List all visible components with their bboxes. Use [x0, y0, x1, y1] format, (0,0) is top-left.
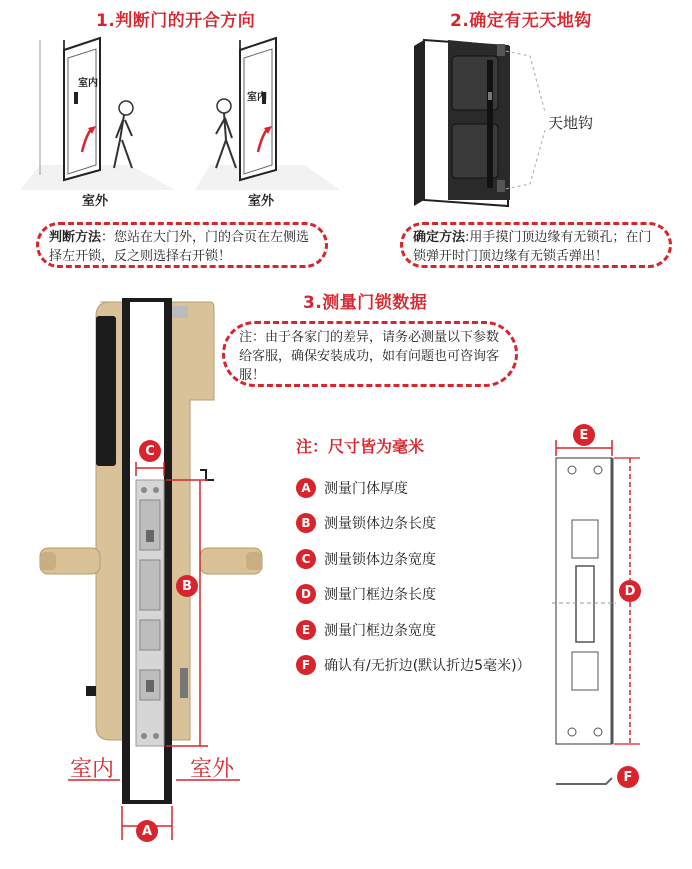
legend-text: 测量锁体边条长度: [324, 516, 436, 533]
legend-text: 测量门框边条长度: [324, 587, 436, 604]
legend-item: [296, 648, 531, 684]
inside-red-label: 室内: [70, 757, 115, 782]
letter-badge: A: [296, 478, 316, 498]
hook-check-note: [400, 222, 672, 268]
legend-item: [296, 577, 531, 613]
dimension-e-badge: E: [573, 424, 595, 446]
outside-red-label: 室外: [190, 757, 235, 782]
measurement-legend: [296, 470, 531, 683]
outside-label-left: 室外: [82, 194, 109, 209]
letter-badge: B: [296, 513, 316, 533]
method-label: 确定方法: [413, 230, 466, 245]
unit-note: 注：尺寸皆为毫米: [296, 437, 425, 456]
legend-text: 测量锁体边条宽度: [324, 551, 436, 568]
legend-item: [296, 506, 531, 542]
legend-item: [296, 470, 531, 506]
method-text: :用手摸门顶边缘有无锁孔；在门锁弹开时门顶边缘有无锁舌弹出！: [413, 230, 652, 264]
dimension-a-badge: A: [136, 820, 158, 842]
legend-text: 确认有/无折边(默认折边5毫米)）: [324, 658, 531, 675]
dimension-f-badge: F: [617, 766, 639, 788]
letter-badge: D: [296, 584, 316, 604]
hook-label: 天地钩: [548, 114, 594, 132]
letter-badge: E: [296, 620, 316, 640]
legend-text: 测量门体厚度: [324, 480, 408, 497]
legend-item: [296, 612, 531, 648]
method-label: 判断方法: [49, 230, 102, 245]
dimension-d-badge: D: [619, 580, 641, 602]
measure-note: 注：由于各家门的差异，请务必测量以下参数给客服，确保安装成功，如有问题也可咨询客服！: [222, 321, 518, 387]
door-direction-note: [36, 222, 328, 268]
legend-item: [296, 541, 531, 577]
door-scene-right: [195, 38, 340, 190]
section2-title: 2.确定有无天地钩: [450, 11, 592, 31]
letter-badge: C: [296, 549, 316, 569]
inside-label-left: 室内: [78, 78, 98, 89]
door-with-hooks: [414, 40, 545, 206]
section3-title: 3.测量门锁数据: [303, 293, 428, 313]
section1-title: 1.判断门的开合方向: [96, 11, 256, 31]
dimension-c-badge: C: [139, 440, 161, 462]
outside-label-right: 室外: [248, 194, 275, 209]
strike-plate-diagram: [552, 440, 640, 784]
dimension-b-badge: B: [176, 575, 198, 597]
inside-label-right: 室内: [247, 92, 267, 103]
door-scene-left: [20, 38, 175, 190]
method-text: ：您站在大门外，门的合页在左侧选择左开锁，反之则选择右开锁！: [49, 230, 310, 264]
legend-text: 测量门框边条宽度: [324, 622, 436, 639]
letter-badge: F: [296, 655, 316, 675]
